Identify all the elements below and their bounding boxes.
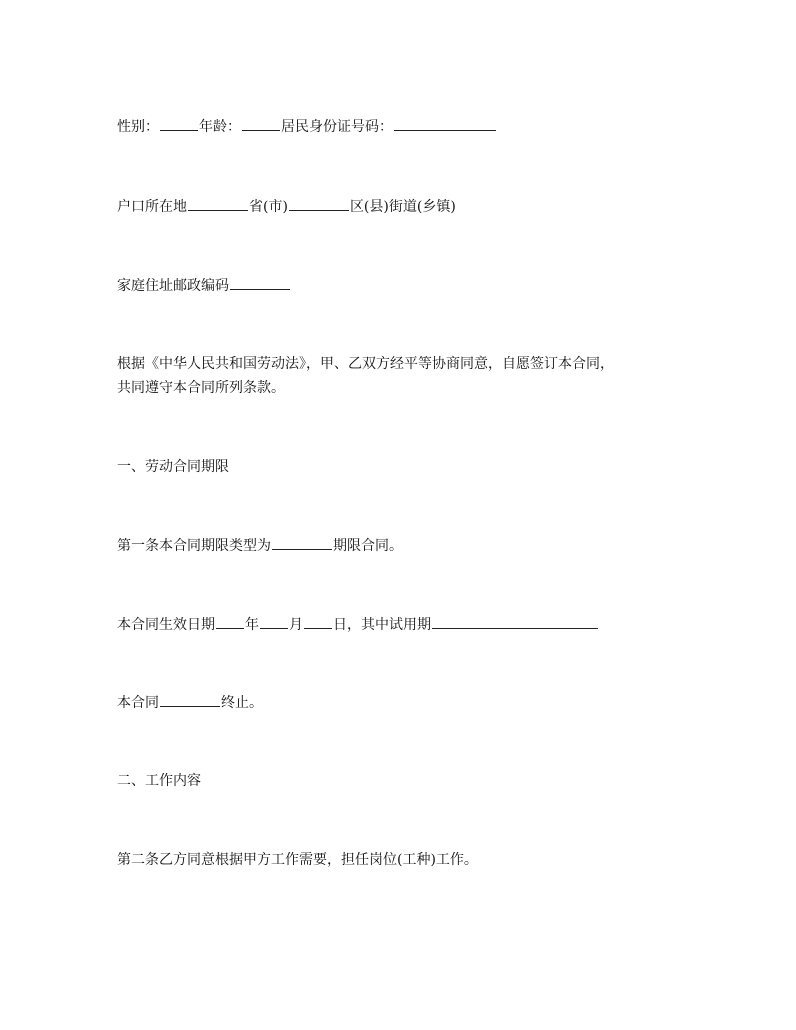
household-blank-1: [188, 196, 248, 211]
trial-period-blank: [432, 614, 598, 629]
address-prefix: 家庭住址邮政编码: [117, 278, 229, 294]
year-label: 年: [245, 617, 259, 633]
intro-line-2: 共同遵守本合同所列条款。: [117, 380, 285, 396]
contract-type-blank: [272, 535, 332, 550]
intro-line-1: 根据《中华人民共和国劳动法》，甲、乙双方经平等协商同意，自愿签订本合同，: [117, 356, 614, 372]
household-prefix: 户口所在地: [117, 199, 187, 215]
age-label: 年龄：: [199, 119, 241, 135]
postcode-blank: [230, 275, 290, 290]
article-1-line: [117, 534, 677, 558]
termination-blank: [160, 692, 220, 707]
address-postcode-line: [117, 274, 677, 298]
article-2-line: 第二条乙方同意根据甲方工作需要，担任岗位(工种)工作。: [117, 852, 478, 868]
article-1-prefix: 第一条本合同期限类型为: [117, 538, 271, 554]
effective-date-line: [117, 613, 677, 637]
year-blank: [216, 614, 244, 629]
age-blank: [242, 116, 280, 131]
effective-date-prefix: 本合同生效日期: [117, 617, 215, 633]
day-trial-label: 日，其中试用期: [333, 617, 431, 633]
termination-suffix: 终止。: [221, 695, 263, 711]
gender-blank: [160, 116, 198, 131]
gender-label: 性别：: [117, 119, 159, 135]
article-1-suffix: 期限合同。: [333, 538, 403, 554]
month-blank: [260, 614, 288, 629]
id-number-label: 居民身份证号码：: [281, 119, 393, 135]
household-line: [117, 195, 677, 219]
termination-prefix: 本合同: [117, 695, 159, 711]
id-number-blank: [394, 116, 496, 131]
district-label: 区(县)街道(乡镇): [349, 199, 456, 215]
intro-paragraph: [117, 352, 677, 400]
section-1-heading: 一、劳动合同期限: [117, 459, 229, 475]
day-blank: [304, 614, 332, 629]
province-label: 省(市): [249, 199, 288, 215]
termination-line: [117, 691, 677, 715]
personal-info-line: [117, 115, 677, 139]
month-label: 月: [289, 617, 303, 633]
section-2-heading: 二、工作内容: [117, 773, 201, 789]
household-blank-2: [289, 196, 349, 211]
